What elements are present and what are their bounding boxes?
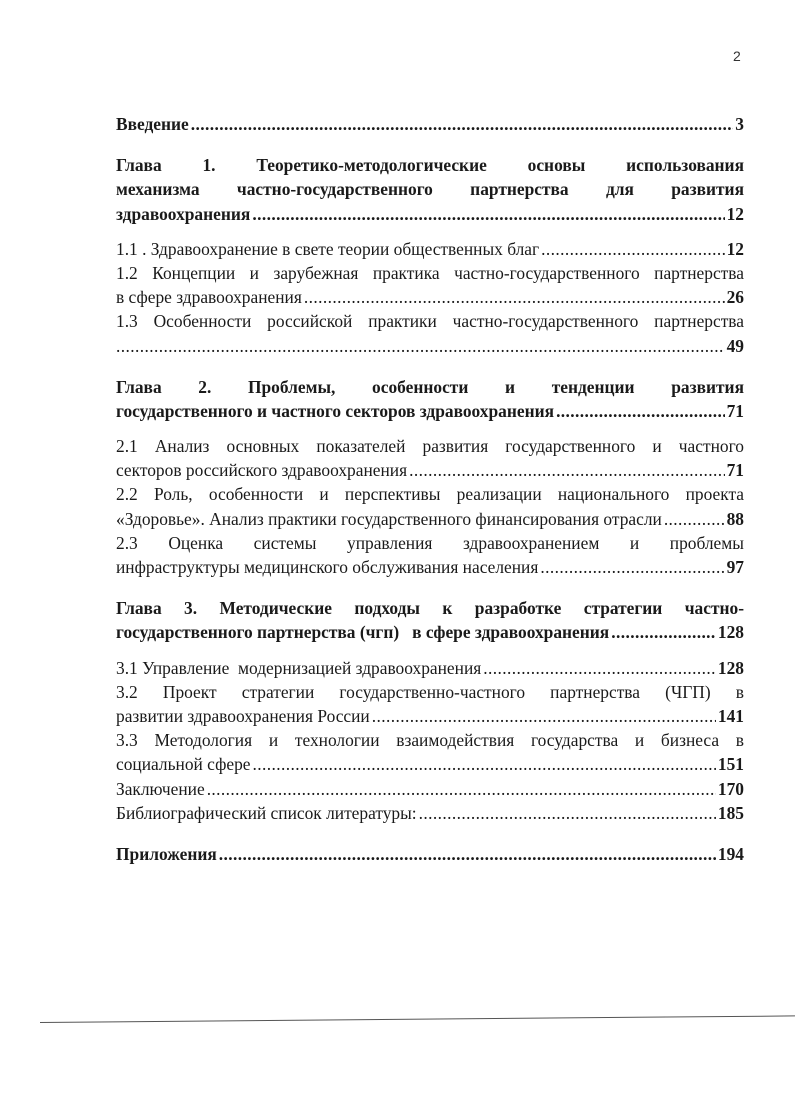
dot-leader — [541, 237, 724, 261]
heading-word: Проблемы, — [247, 376, 336, 397]
toc-page-number: 12 — [726, 203, 744, 224]
heading-word: для — [605, 179, 634, 200]
toc-entry-label: здравоохранения — [116, 203, 251, 224]
toc-entry-3-1[interactable] — [116, 656, 744, 680]
chapter-3-heading-line-1[interactable] — [116, 596, 744, 620]
chapter-1-heading-line-1[interactable] — [116, 153, 744, 177]
dot-leader — [611, 620, 716, 644]
dot-leader — [253, 752, 716, 776]
heading-word: партнерства — [470, 179, 569, 200]
page-bottom-rule — [40, 1015, 795, 1023]
dot-leader — [191, 112, 734, 136]
toc-entry-bibliography[interactable] — [116, 801, 744, 825]
toc-entry-2-1-line-1[interactable] — [116, 434, 744, 458]
dot-leader — [556, 399, 725, 423]
toc-entry-3-3[interactable] — [116, 752, 744, 776]
entry-word: управления — [347, 532, 433, 553]
heading-word: развития — [671, 179, 744, 200]
toc-page-number: 12 — [726, 238, 744, 259]
heading-word: использования — [626, 155, 744, 176]
toc-entry-appendix[interactable] — [116, 842, 744, 866]
toc-page-number: 3 — [735, 114, 744, 134]
entry-word: проблемы — [669, 532, 744, 553]
toc-entry-label: Глава 3. Методические подходы к разработке стратегии частно- — [116, 598, 744, 619]
toc-entry-1-3-line-1[interactable] — [116, 309, 744, 333]
entry-word: здравоохранением — [462, 532, 600, 553]
toc-entry-3-2-line-1[interactable] — [116, 680, 744, 704]
toc-entry-label: в сфере здравоохранения — [116, 287, 302, 308]
toc-page-number: 26 — [726, 287, 744, 308]
toc-entry-label: 2.2 Роль, особенности и перспективы реализации национального проекта — [116, 484, 744, 505]
toc-entry-label: государственного и частного секторов здравоохранения — [116, 400, 555, 421]
toc-entry-2-1[interactable] — [116, 458, 744, 482]
toc-entry-label: инфраструктуры медицинского обслуживания населения — [116, 557, 539, 577]
toc-page-number: 185 — [717, 802, 744, 823]
toc-entry-label: Введение — [116, 114, 189, 134]
page-number: 2 — [733, 48, 741, 64]
toc-entry-label: 1.2 Концепции и зарубежная практика частно-государственного партнерства — [116, 262, 744, 283]
toc-page-number: 128 — [717, 657, 744, 678]
toc-entry-chapter-1[interactable] — [116, 202, 744, 226]
entry-word: и — [629, 532, 640, 553]
entry-word: системы — [253, 532, 317, 553]
heading-word: механизма — [116, 179, 200, 200]
dot-leader — [219, 842, 716, 866]
dot-leader — [116, 334, 725, 358]
toc-page-number: 97 — [726, 557, 744, 577]
toc-entry-label: «Здоровье». Анализ практики государственного финансирования отрасли — [116, 508, 662, 529]
dot-leader — [252, 202, 724, 226]
heading-word: и — [505, 376, 516, 397]
toc-entry-label: 3.2 Проект стратегии государственно-частного партнерства (ЧГП) в — [116, 681, 744, 702]
dot-leader — [409, 458, 725, 482]
toc-entry-chapter-2[interactable] — [116, 399, 744, 423]
dot-leader — [664, 507, 725, 531]
toc-entry-3-2[interactable] — [116, 704, 744, 728]
toc-entry-label: 3.1 Управление модернизацией здравоохранения — [116, 657, 482, 678]
toc-entry-label: развитии здравоохранения России — [116, 705, 370, 726]
toc-entry-conclusion[interactable] — [116, 777, 744, 801]
toc-entry-label: государственного партнерства (чгп) в сфере здравоохранения — [116, 622, 610, 643]
toc-entry-1-2[interactable] — [116, 285, 744, 309]
toc-entry-label: социальной сфере — [116, 754, 251, 775]
toc-entry-label: 1.1 . Здравоохранение в свете теории общественных благ — [116, 238, 540, 259]
toc-entry-chapter-3[interactable] — [116, 620, 744, 644]
dot-leader — [419, 801, 716, 825]
dot-leader — [483, 656, 716, 680]
chapter-number: Глава 2. — [116, 376, 212, 397]
toc-entry-label: 3.3 Методология и технологии взаимодействия государства и бизнеса в — [116, 730, 744, 751]
toc-entry-1-2-line-1[interactable] — [116, 261, 744, 285]
toc-page-number: 170 — [717, 778, 744, 799]
toc-entry-1-3[interactable] — [116, 334, 744, 358]
toc-entry-2-2-line-1[interactable] — [116, 482, 744, 506]
entry-word: Оценка — [168, 532, 224, 553]
toc-page-number: 71 — [726, 400, 744, 421]
dot-leader — [372, 704, 716, 728]
toc-entry-label: Библиографический список литературы: — [116, 802, 417, 823]
toc-entry-label: секторов российского здравоохранения — [116, 460, 408, 481]
dot-leader — [207, 777, 716, 801]
toc-entry-3-3-line-1[interactable] — [116, 728, 744, 752]
table-of-contents — [116, 112, 744, 866]
heading-word: особенности — [372, 376, 469, 397]
toc-entry-label: 2.1 Анализ основных показателей развития государственного и частного — [116, 436, 744, 457]
toc-entry-2-2[interactable] — [116, 507, 744, 531]
toc-page-number: 88 — [726, 508, 744, 529]
toc-entry-1-1[interactable] — [116, 237, 744, 261]
dot-leader — [540, 555, 724, 579]
toc-entry-2-3-line-1[interactable] — [116, 531, 744, 555]
toc-entry-2-3[interactable] — [116, 555, 744, 579]
toc-page-number: 151 — [717, 754, 744, 775]
toc-page-number: 71 — [726, 460, 744, 481]
toc-entry-label: Заключение — [116, 778, 205, 799]
toc-page-number: 194 — [717, 843, 744, 864]
toc-page-number: 141 — [717, 705, 744, 726]
entry-word: 2.3 — [116, 532, 138, 553]
chapter-1-heading-line-2[interactable] — [116, 177, 744, 201]
chapter-number: Глава 1. — [116, 155, 216, 176]
toc-entry-label: 1.3 Особенности российской практики частно-государственного партнерства — [116, 311, 744, 332]
heading-word: развития — [671, 376, 744, 397]
toc-page-number: 49 — [726, 335, 744, 356]
heading-word: основы — [527, 155, 586, 176]
toc-entry-intro[interactable] — [116, 112, 744, 136]
toc-entry-label: Приложения — [116, 843, 217, 864]
chapter-2-heading-line-1[interactable] — [116, 375, 744, 399]
heading-word: тенденции — [551, 376, 635, 397]
heading-word: Теоретико-методологические — [256, 155, 487, 176]
heading-word: частно-государственного — [236, 179, 433, 200]
toc-page-number: 128 — [717, 622, 744, 643]
dot-leader — [304, 285, 725, 309]
